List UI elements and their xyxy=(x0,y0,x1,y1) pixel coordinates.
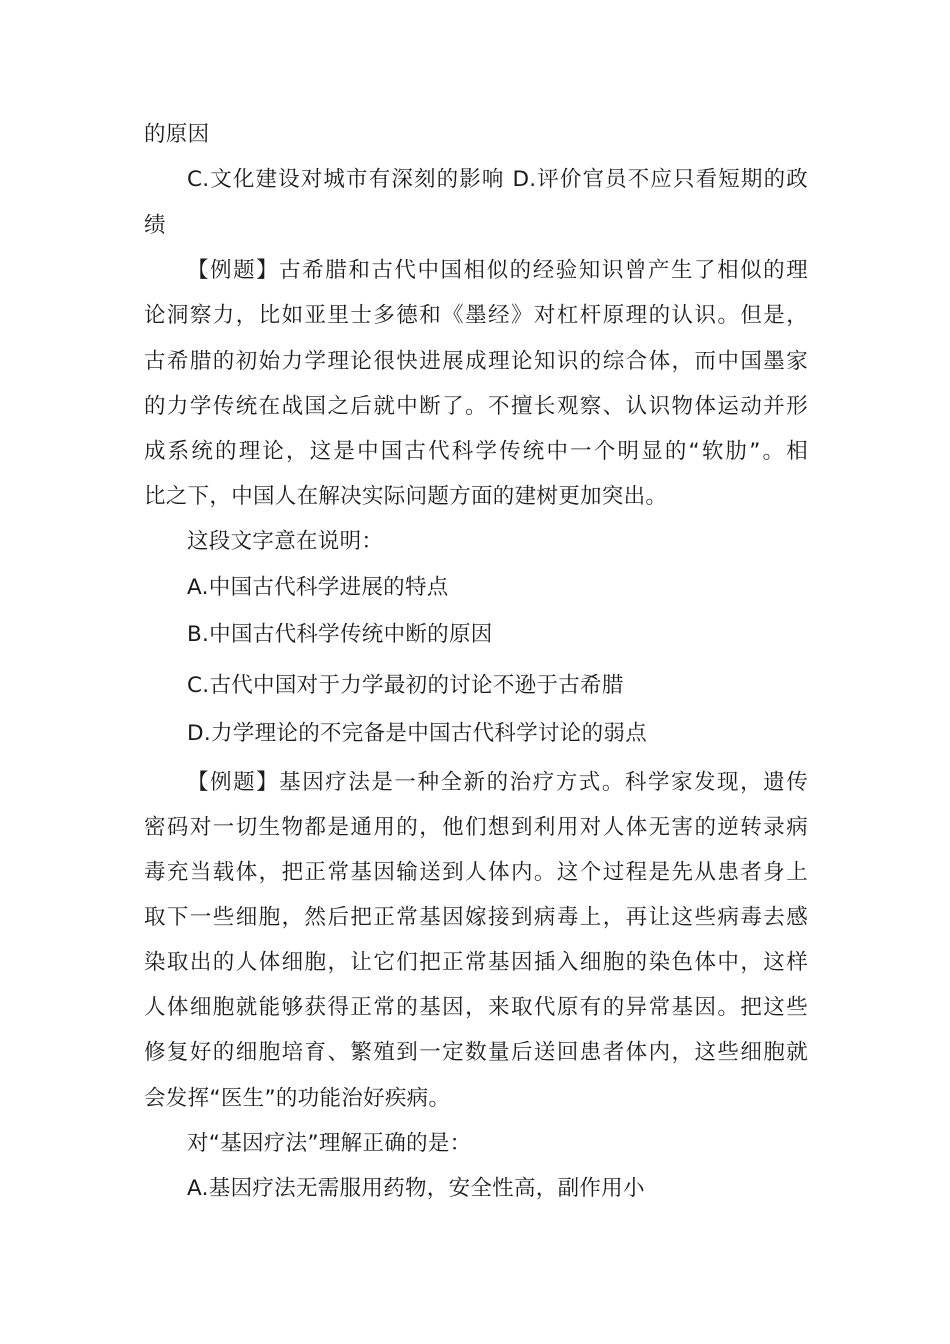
paragraph-line: 修复好的细胞培育、繁殖到一定数量后送回患者体内，这些细胞就 xyxy=(144,1040,808,1065)
option-b: B.中国古代科学传统中断的原因 xyxy=(187,622,493,647)
paragraph-line: 比之下，中国人在解决实际问题方面的建树更加突出。 xyxy=(144,484,668,509)
paragraph-line: 的力学传统在战国之后就中断了。不擅长观察、认识物体运动并形 xyxy=(144,394,808,419)
example-heading-line: 【例题】古希腊和古代中国相似的经验知识曾产生了相似的理 xyxy=(187,258,808,283)
question-prompt: 这段文字意在说明： xyxy=(187,529,384,554)
paragraph-line: 取下一些细胞，然后把正常基因嫁接到病毒上，再让这些病毒去感 xyxy=(144,905,808,930)
example-heading-line: 【例题】基因疗法是一种全新的治疗方式。科学家发现，遗传 xyxy=(187,770,808,795)
option-a: A.中国古代科学进展的特点 xyxy=(187,575,449,600)
text-line: 的原因 xyxy=(144,122,210,147)
paragraph-line: 古希腊的初始力学理论很快进展成理论知识的综合体，而中国墨家 xyxy=(144,349,808,374)
paragraph-line: 成系统的理论，这是中国古代科学传统中一个明显的“软肋”。相 xyxy=(144,439,808,464)
option-c: C.古代中国对于力学最初的讨论不逊于古希腊 xyxy=(187,673,624,698)
text-line: 绩 xyxy=(144,213,166,238)
paragraph-line: 毒充当载体，把正常基因输送到人体内。这个过程是先从患者身上 xyxy=(144,860,808,885)
option-d: D.力学理论的不完备是中国古代科学讨论的弱点 xyxy=(187,721,647,746)
option-a: A.基因疗法无需服用药物，安全性高，副作用小 xyxy=(187,1176,645,1201)
paragraph-line: 密码对一切生物都是通用的，他们想到利用对人体无害的逆转录病 xyxy=(144,815,808,840)
paragraph-line: 论洞察力，比如亚里士多德和《墨经》对杠杆原理的认识。但是， xyxy=(144,303,808,328)
paragraph-line: 人体细胞就能够获得正常的基因，来取代原有的异常基因。把这些 xyxy=(144,995,808,1020)
paragraph-line: 会发挥“医生”的功能治好疾病。 xyxy=(144,1086,451,1111)
option-c-d-line: C.文化建设对城市有深刻的影响 D.评价官员不应只看短期的政 xyxy=(187,167,808,192)
paragraph-line: 染取出的人体细胞，让它们把正常基因插入细胞的染色体中，这样 xyxy=(144,950,808,975)
question-prompt: 对“基因疗法”理解正确的是： xyxy=(187,1131,472,1156)
